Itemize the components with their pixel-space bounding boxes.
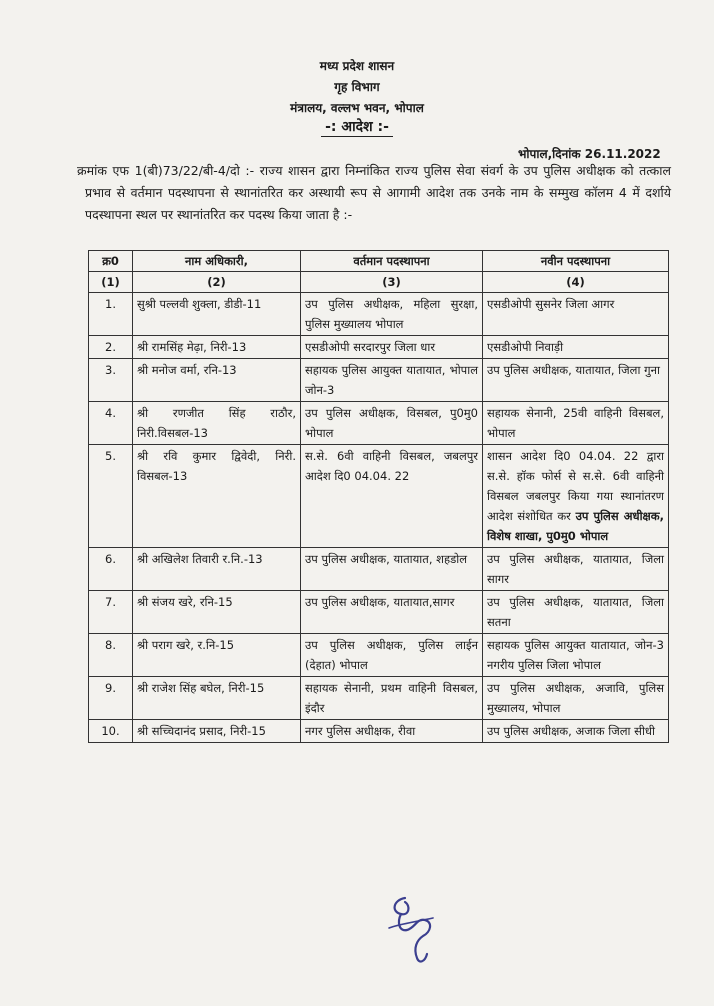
table-row [89,336,669,359]
cell-new-posting: एसडीओपी सुसनेर जिला आगर [483,293,669,336]
cell-current-posting: उप पुलिस अधीक्षक, पुलिस लाईन (देहात) भोपाल [301,634,483,677]
cell-officer-name: श्री रामसिंह मेढ़ा, निरी-13 [133,336,301,359]
cell-sno: 10. [89,720,133,743]
cell-current-posting: उप पुलिस अधीक्षक, महिला सुरक्षा, पुलिस मुख्यालय भोपाल [301,293,483,336]
col-number: (4) [483,272,669,293]
cell-new-posting: उप पुलिस अधीक्षक, यातायात, जिला गुना [483,359,669,402]
cell-sno: 1. [89,293,133,336]
cell-new-posting: सहायक सेनानी, 25वी वाहिनी विसबल, भोपाल [483,402,669,445]
order-paragraph: क्रमांक एफ 1(बी)73/22/बी-4/दो :- राज्य शासन द्वारा निम्नांकित राज्य पुलिस सेवा संवर्ग के उप पुलिस अधीक्षक को तत्काल प्रभाव से वर्तमान पदस्थापना से स्थानांतरित कर अस्थायी रूप से आगामी आदेश तक उनके नाम के सम्मुख कॉलम 4 में दर्शाये पदस्थापना स्थल पर स्थानांतरित कर पदस्थ किया जाता है :- [77,163,671,222]
table-row [89,445,669,548]
cell-officer-name: श्री मनोज वर्मा, रनि-13 [133,359,301,402]
cell-current-posting: उप पुलिस अधीक्षक, यातायात,सागर [301,591,483,634]
cell-sno: 5. [89,445,133,548]
cell-officer-name: श्री रणजीत सिंह राठौर, निरी.विसबल-13 [133,402,301,445]
signature [375,888,445,968]
cell-current-posting: उप पुलिस अधीक्षक, यातायात, शहडोल [301,548,483,591]
cell-officer-name: श्री पराग खरे, र.नि-15 [133,634,301,677]
order-title: -: आदेश :- [0,117,714,137]
table-row [89,293,669,336]
cell-officer-name: श्री संजय खरे, रनि-15 [133,591,301,634]
cell-officer-name: श्री राजेश सिंह बघेल, निरी-15 [133,677,301,720]
cell-sno: 7. [89,591,133,634]
cell-new-posting: उप पुलिस अधीक्षक, यातायात, जिला सतना [483,591,669,634]
cell-sno: 4. [89,402,133,445]
transfer-table [88,250,669,743]
cell-current-posting: उप पुलिस अधीक्षक, विसबल, पु0मु0 भोपाल [301,402,483,445]
table-row [89,634,669,677]
cell-new-posting: उप पुलिस अधीक्षक, अजावि, पुलिस मुख्यालय, भोपाल [483,677,669,720]
cell-officer-name: श्री अखिलेश तिवारी र.नि.-13 [133,548,301,591]
table-header-row [89,251,669,272]
table-row [89,677,669,720]
cell-officer-name: श्री सच्चिदानंद प्रसाद, निरी-15 [133,720,301,743]
new-posting-bold-text: उप पुलिस अधीक्षक, विशेष शाखा, पु0मु0 भोपाल [487,509,664,543]
col-header-new: नवीन पदस्थापना [483,251,669,272]
cell-current-posting: एसडीओपी सरदारपुर जिला धार [301,336,483,359]
new-posting-text: शासन आदेश दि0 04.04. 22 द्वारा स.से. हॉक फोर्स से स.से. 6वी वाहिनी विसबल जबलपुर किया गया स्थानांतरण आदेश संशोधित कर [487,449,664,523]
cell-sno: 6. [89,548,133,591]
col-header-sno: क्र0 [89,251,133,272]
table-row [89,402,669,445]
order-date: भोपाल,दिनांक 26.11.2022 [518,147,661,161]
cell-new-posting: एसडीओपी निवाड़ी [483,336,669,359]
cell-officer-name: श्री रवि कुमार द्विवेदी, निरी. विसबल-13 [133,445,301,548]
col-number: (3) [301,272,483,293]
cell-new-posting: उप पुलिस अधीक्षक, यातायात, जिला सागर [483,548,669,591]
cell-current-posting: स.से. 6वी वाहिनी विसबल, जबलपुर आदेश दि0 04.04. 22 [301,445,483,548]
table-row [89,359,669,402]
col-header-name: नाम अधिकारी, [133,251,301,272]
cell-sno: 8. [89,634,133,677]
table-column-number-row [89,272,669,293]
cell-current-posting: सहायक पुलिस आयुक्त यातायात, भोपाल जोन-3 [301,359,483,402]
cell-current-posting: नगर पुलिस अधीक्षक, रीवा [301,720,483,743]
col-number: (1) [89,272,133,293]
header-government: मध्य प्रदेश शासन [319,59,395,73]
cell-current-posting: सहायक सेनानी, प्रथम वाहिनी विसबल, इंदौर [301,677,483,720]
header-address: मंत्रालय, वल्लभ भवन, भोपाल [290,101,424,115]
table-row [89,720,669,743]
table-row [89,548,669,591]
header-department: गृह विभाग [334,80,380,94]
col-number: (2) [133,272,301,293]
cell-officer-name: सुश्री पल्लवी शुक्ला, डीडी-11 [133,293,301,336]
cell-new-posting: उप पुलिस अधीक्षक, अजाक जिला सीधी [483,720,669,743]
col-header-current: वर्तमान पदस्थापना [301,251,483,272]
cell-sno: 9. [89,677,133,720]
cell-sno: 2. [89,336,133,359]
cell-new-posting [483,445,669,548]
cell-sno: 3. [89,359,133,402]
table-row [89,591,669,634]
cell-new-posting: सहायक पुलिस आयुक्त यातायात, जोन-3 नगरीय पुलिस जिला भोपाल [483,634,669,677]
